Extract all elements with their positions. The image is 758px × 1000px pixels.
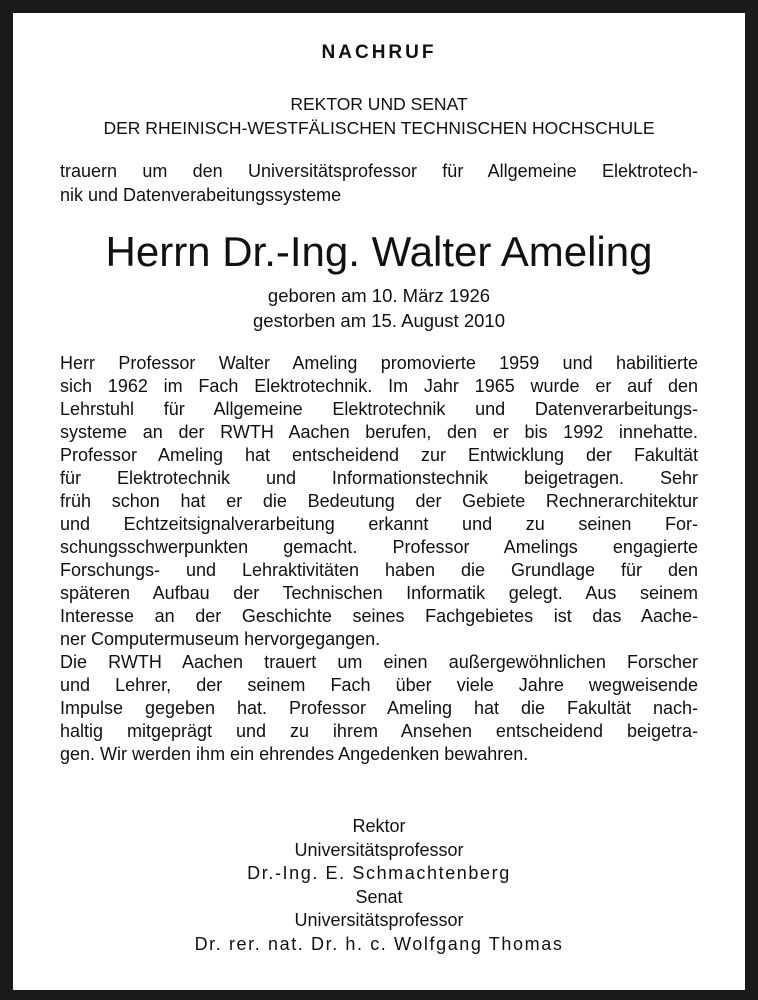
obituary-body (60, 352, 698, 766)
text-line: haltig mitgeprägt und zu ihrem Ansehen entscheidend beigetra- (60, 721, 698, 741)
deceased-name: Herrn Dr.-Ing. Walter Ameling (105, 228, 653, 275)
intro-line: nik und Datenverabeitungssysteme (60, 185, 342, 205)
text-line: Herr Professor Walter Ameling promovierte 1959 und habilitierte (60, 353, 698, 373)
text-line: Forschungs- und Lehraktivitäten haben die Grundlage für den (60, 560, 698, 580)
rector-title: Universitätsprofessor (294, 839, 464, 860)
notice-heading: NACHRUF (321, 42, 437, 63)
text-line: und Echtzeitsignalverarbeitung erkannt und zu seinen For- (60, 514, 698, 534)
paragraph-career (60, 352, 698, 444)
life-dates (60, 283, 698, 333)
text-line: und Lehrer, der seinem Fach über viele Jahre wegweisende (60, 675, 698, 695)
text-line: schungsschwerpunkten gemacht. Professor Amelings engagierte (60, 537, 698, 557)
text-line: Impulse gegeben hat. Professor Ameling hat die Fakultät nach- (60, 698, 698, 718)
text-line: Professor Ameling hat entscheidend zur Entwicklung der Fakultät (60, 445, 698, 465)
text-line: für Elektrotechnik und Informationstechnik beigetragen. Sehr (60, 468, 698, 488)
text-line: Die RWTH Aachen trauert um einen außergewöhnlichen Forscher (60, 652, 698, 672)
text-line: systeme an der RWTH Aachen berufen, den er bis 1992 innehatte. (60, 422, 698, 442)
birth-date: geboren am 10. März 1926 (267, 285, 491, 306)
rector-role: Rektor (352, 816, 406, 836)
senate-role: Senat (355, 886, 403, 907)
text-line: Interesse an der Geschichte seines Fachgebietes ist das Aache- (60, 606, 698, 626)
senate-name: Dr. rer. nat. Dr. h. c. Wolfgang Thomas (194, 933, 564, 954)
text-line: Lehrstuhl für Allgemeine Elektrotechnik und Datenverarbeitungs- (60, 399, 698, 419)
text-line: früh schon hat er die Bedeutung der Gebiete Rechnerarchitektur (60, 491, 698, 511)
intro-line: trauern um den Universitätsprofessor für Allgemeine Elektrotech- (60, 161, 698, 181)
issuer-line: DER RHEINISCH-WESTFÄLISCHEN TECHNISCHEN HOCHSCHULE (103, 118, 655, 138)
text-line: ner Computermuseum hervorgegangen. (60, 629, 381, 649)
text-line: späteren Aufbau der Technischen Informatik gelegt. Aus seinem (60, 583, 698, 603)
text-line: gen. Wir werden ihm ein ehrendes Angedenken bewahren. (60, 744, 529, 764)
paragraph-tribute (60, 651, 698, 766)
signature-block (60, 815, 698, 956)
issuer-line: REKTOR UND SENAT (290, 94, 468, 114)
death-date: gestorben am 15. August 2010 (253, 310, 505, 331)
rector-name: Dr.-Ing. E. Schmachtenberg (247, 863, 511, 883)
text-line: sich 1962 im Fach Elektrotechnik. Im Jahr 1965 wurde er auf den (60, 376, 698, 396)
senate-title: Universitätsprofessor (294, 910, 464, 930)
paragraph-contributions (60, 444, 698, 651)
intro-text (60, 159, 698, 207)
issuer-block (60, 92, 698, 140)
